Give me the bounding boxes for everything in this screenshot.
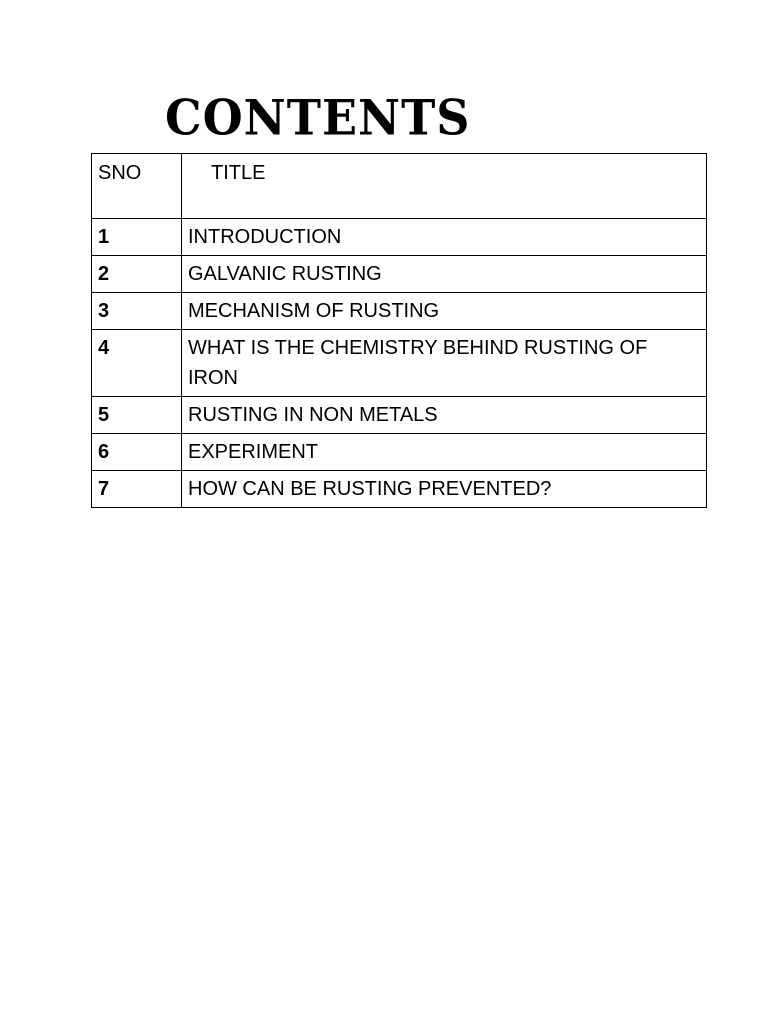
table-header-row bbox=[92, 154, 707, 219]
table-row bbox=[92, 471, 707, 508]
row-title: MECHANISM OF RUSTING bbox=[182, 293, 707, 330]
row-sno: 1 bbox=[92, 219, 182, 256]
row-sno: 2 bbox=[92, 256, 182, 293]
table-row bbox=[92, 256, 707, 293]
table-row bbox=[92, 293, 707, 330]
table-row bbox=[92, 397, 707, 434]
row-sno: 6 bbox=[92, 434, 182, 471]
row-title: RUSTING IN NON METALS bbox=[182, 397, 707, 434]
page-title: CONTENTS bbox=[165, 89, 471, 146]
table-row bbox=[92, 330, 707, 397]
row-title: HOW CAN BE RUSTING PREVENTED? bbox=[182, 471, 707, 508]
contents-table bbox=[91, 153, 707, 508]
row-title: EXPERIMENT bbox=[182, 434, 707, 471]
table-row bbox=[92, 219, 707, 256]
row-title: GALVANIC RUSTING bbox=[182, 256, 707, 293]
row-sno: 5 bbox=[92, 397, 182, 434]
row-sno: 3 bbox=[92, 293, 182, 330]
row-sno: 7 bbox=[92, 471, 182, 508]
row-sno: 4 bbox=[92, 330, 182, 397]
header-sno: SNO bbox=[92, 154, 182, 219]
row-title: WHAT IS THE CHEMISTRY BEHIND RUSTING OF IRON bbox=[182, 330, 707, 397]
header-title: TITLE bbox=[182, 154, 707, 219]
table-row bbox=[92, 434, 707, 471]
row-title: INTRODUCTION bbox=[182, 219, 707, 256]
